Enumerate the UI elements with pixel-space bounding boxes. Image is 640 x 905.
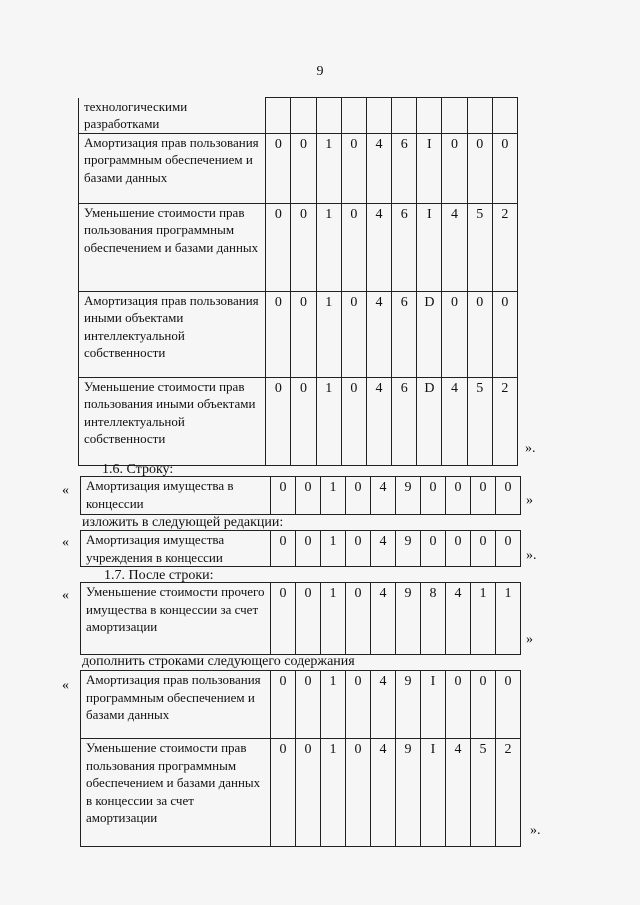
code-digit: 1 — [496, 583, 521, 655]
code-digit — [442, 98, 467, 134]
code-digit: 4 — [446, 583, 471, 655]
code-digit: 2 — [492, 203, 517, 291]
code-digit — [467, 98, 492, 134]
code-digit: 0 — [467, 291, 492, 377]
code-digit: 4 — [371, 671, 396, 739]
code-digit: I — [417, 133, 442, 203]
table-row — [81, 583, 521, 655]
paragraph-add: дополнить строками следующего содержания — [82, 654, 355, 669]
code-digit: 4 — [442, 377, 467, 465]
code-digit: 1 — [321, 739, 346, 847]
page-number: 9 — [316, 64, 324, 79]
code-digit: 9 — [396, 583, 421, 655]
code-digit: 0 — [296, 739, 321, 847]
code-digit: 8 — [421, 583, 446, 655]
code-digit: 0 — [496, 477, 521, 515]
code-digit: 2 — [496, 739, 521, 847]
code-digit — [291, 98, 316, 134]
code-digit — [417, 98, 442, 134]
table-row — [81, 739, 521, 847]
code-digit: 1 — [321, 531, 346, 567]
code-digit: 1 — [471, 583, 496, 655]
table-row — [79, 377, 518, 465]
code-digit: 0 — [271, 671, 296, 739]
code-digit: 0 — [442, 133, 467, 203]
code-digit: 4 — [371, 583, 396, 655]
code-digit: 0 — [341, 377, 366, 465]
code-digit: 1 — [316, 377, 341, 465]
opening-quote: « — [62, 588, 69, 603]
code-digit: 0 — [421, 477, 446, 515]
code-digit: 0 — [291, 133, 316, 203]
code-digit: 0 — [346, 477, 371, 515]
code-digit: 0 — [346, 531, 371, 567]
code-digit: 0 — [471, 531, 496, 567]
code-table-continuation — [78, 97, 518, 466]
code-digit: 0 — [266, 377, 291, 465]
code-digit: 5 — [471, 739, 496, 847]
code-digit: 0 — [271, 739, 296, 847]
table-row — [81, 671, 521, 739]
row-label: Амортизация имущества учреждения в концессии — [81, 531, 271, 567]
code-digit: 0 — [496, 671, 521, 739]
row-label: Амортизация прав пользования программным обеспечением и базами данных — [81, 671, 271, 739]
code-digit: 0 — [266, 291, 291, 377]
code-digit: 0 — [266, 203, 291, 291]
code-digit: 0 — [266, 133, 291, 203]
code-table-after-row — [80, 582, 521, 655]
code-digit: 1 — [316, 291, 341, 377]
code-digit: 0 — [341, 203, 366, 291]
table-row — [79, 291, 518, 377]
code-digit: D — [417, 291, 442, 377]
code-digit: 0 — [346, 671, 371, 739]
code-digit: 4 — [371, 739, 396, 847]
row-label: Уменьшение стоимости прочего имущества в концессии за счет амортизации — [81, 583, 271, 655]
code-digit: 0 — [341, 133, 366, 203]
code-digit: 9 — [396, 739, 421, 847]
row-label: Амортизация прав пользования программным обеспечением и базами данных — [79, 133, 266, 203]
code-digit — [492, 98, 517, 134]
opening-quote: « — [62, 483, 69, 498]
table-row — [81, 477, 521, 515]
code-table-old-row — [80, 476, 521, 515]
code-digit: 0 — [471, 477, 496, 515]
table-row — [81, 531, 521, 567]
code-digit: 5 — [467, 203, 492, 291]
closing-quote: ». — [525, 441, 536, 456]
paragraph-1-7: 1.7. После строки: — [104, 568, 214, 583]
row-label: технологическими разработками — [79, 98, 266, 134]
code-digit: 0 — [296, 531, 321, 567]
code-digit: 0 — [291, 377, 316, 465]
code-digit: 9 — [396, 531, 421, 567]
code-digit: 0 — [291, 203, 316, 291]
code-digit: 9 — [396, 671, 421, 739]
opening-quote: « — [62, 678, 69, 693]
code-digit: D — [417, 377, 442, 465]
code-digit: 1 — [321, 671, 346, 739]
code-digit: 6 — [392, 133, 417, 203]
row-label: Амортизация прав пользования иными объектами интеллектуальной собственности — [79, 291, 266, 377]
code-digit: 1 — [321, 583, 346, 655]
code-digit: 0 — [442, 291, 467, 377]
paragraph-replace: изложить в следующей редакции: — [82, 515, 284, 530]
row-label: Уменьшение стоимости прав пользования программным обеспечением и базами данных в концессии за счет амортизации — [81, 739, 271, 847]
closing-quote: ». — [530, 823, 541, 838]
code-digit: 4 — [371, 531, 396, 567]
code-digit — [366, 98, 391, 134]
code-digit: 6 — [392, 203, 417, 291]
code-digit: 0 — [446, 671, 471, 739]
closing-quote: » — [526, 632, 533, 647]
code-digit: 0 — [421, 531, 446, 567]
opening-quote: « — [62, 535, 69, 550]
code-digit: 0 — [446, 477, 471, 515]
code-digit: 4 — [366, 291, 391, 377]
code-digit: 6 — [392, 291, 417, 377]
table-row — [79, 133, 518, 203]
code-digit: 0 — [271, 531, 296, 567]
code-digit — [266, 98, 291, 134]
code-digit: 4 — [366, 377, 391, 465]
code-digit: 0 — [291, 291, 316, 377]
code-digit — [392, 98, 417, 134]
closing-quote: » — [526, 493, 533, 508]
code-digit: 0 — [296, 583, 321, 655]
code-digit — [316, 98, 341, 134]
code-digit: 5 — [467, 377, 492, 465]
code-digit: 4 — [366, 133, 391, 203]
code-digit: 1 — [316, 203, 341, 291]
code-digit: 0 — [271, 477, 296, 515]
code-digit: I — [417, 203, 442, 291]
table-row — [79, 98, 518, 134]
code-digit: I — [421, 739, 446, 847]
closing-quote: ». — [526, 548, 537, 563]
code-digit: 1 — [316, 133, 341, 203]
code-digit — [341, 98, 366, 134]
row-label: Амортизация имущества в концессии — [81, 477, 271, 515]
code-table-added-rows — [80, 670, 521, 847]
code-digit: 0 — [296, 477, 321, 515]
code-digit: 4 — [366, 203, 391, 291]
code-digit: 0 — [296, 671, 321, 739]
code-digit: 6 — [392, 377, 417, 465]
code-digit: 0 — [346, 739, 371, 847]
row-label: Уменьшение стоимости прав пользования иными объектами интеллектуальной собственности — [79, 377, 266, 465]
code-digit: 0 — [471, 671, 496, 739]
code-digit: 0 — [271, 583, 296, 655]
table-row — [79, 203, 518, 291]
code-digit: 0 — [496, 531, 521, 567]
code-digit: 0 — [446, 531, 471, 567]
code-digit: 4 — [371, 477, 396, 515]
code-digit: 1 — [321, 477, 346, 515]
code-digit: 2 — [492, 377, 517, 465]
code-digit: 4 — [446, 739, 471, 847]
code-digit: 0 — [492, 291, 517, 377]
code-digit: 0 — [467, 133, 492, 203]
code-table-new-row — [80, 530, 521, 567]
code-digit: 0 — [346, 583, 371, 655]
code-digit: I — [421, 671, 446, 739]
code-digit: 9 — [396, 477, 421, 515]
code-digit: 0 — [341, 291, 366, 377]
code-digit: 0 — [492, 133, 517, 203]
paragraph-1-6: 1.6. Строку: — [102, 462, 174, 477]
row-label: Уменьшение стоимости прав пользования программным обеспечением и базами данных — [79, 203, 266, 291]
code-digit: 4 — [442, 203, 467, 291]
